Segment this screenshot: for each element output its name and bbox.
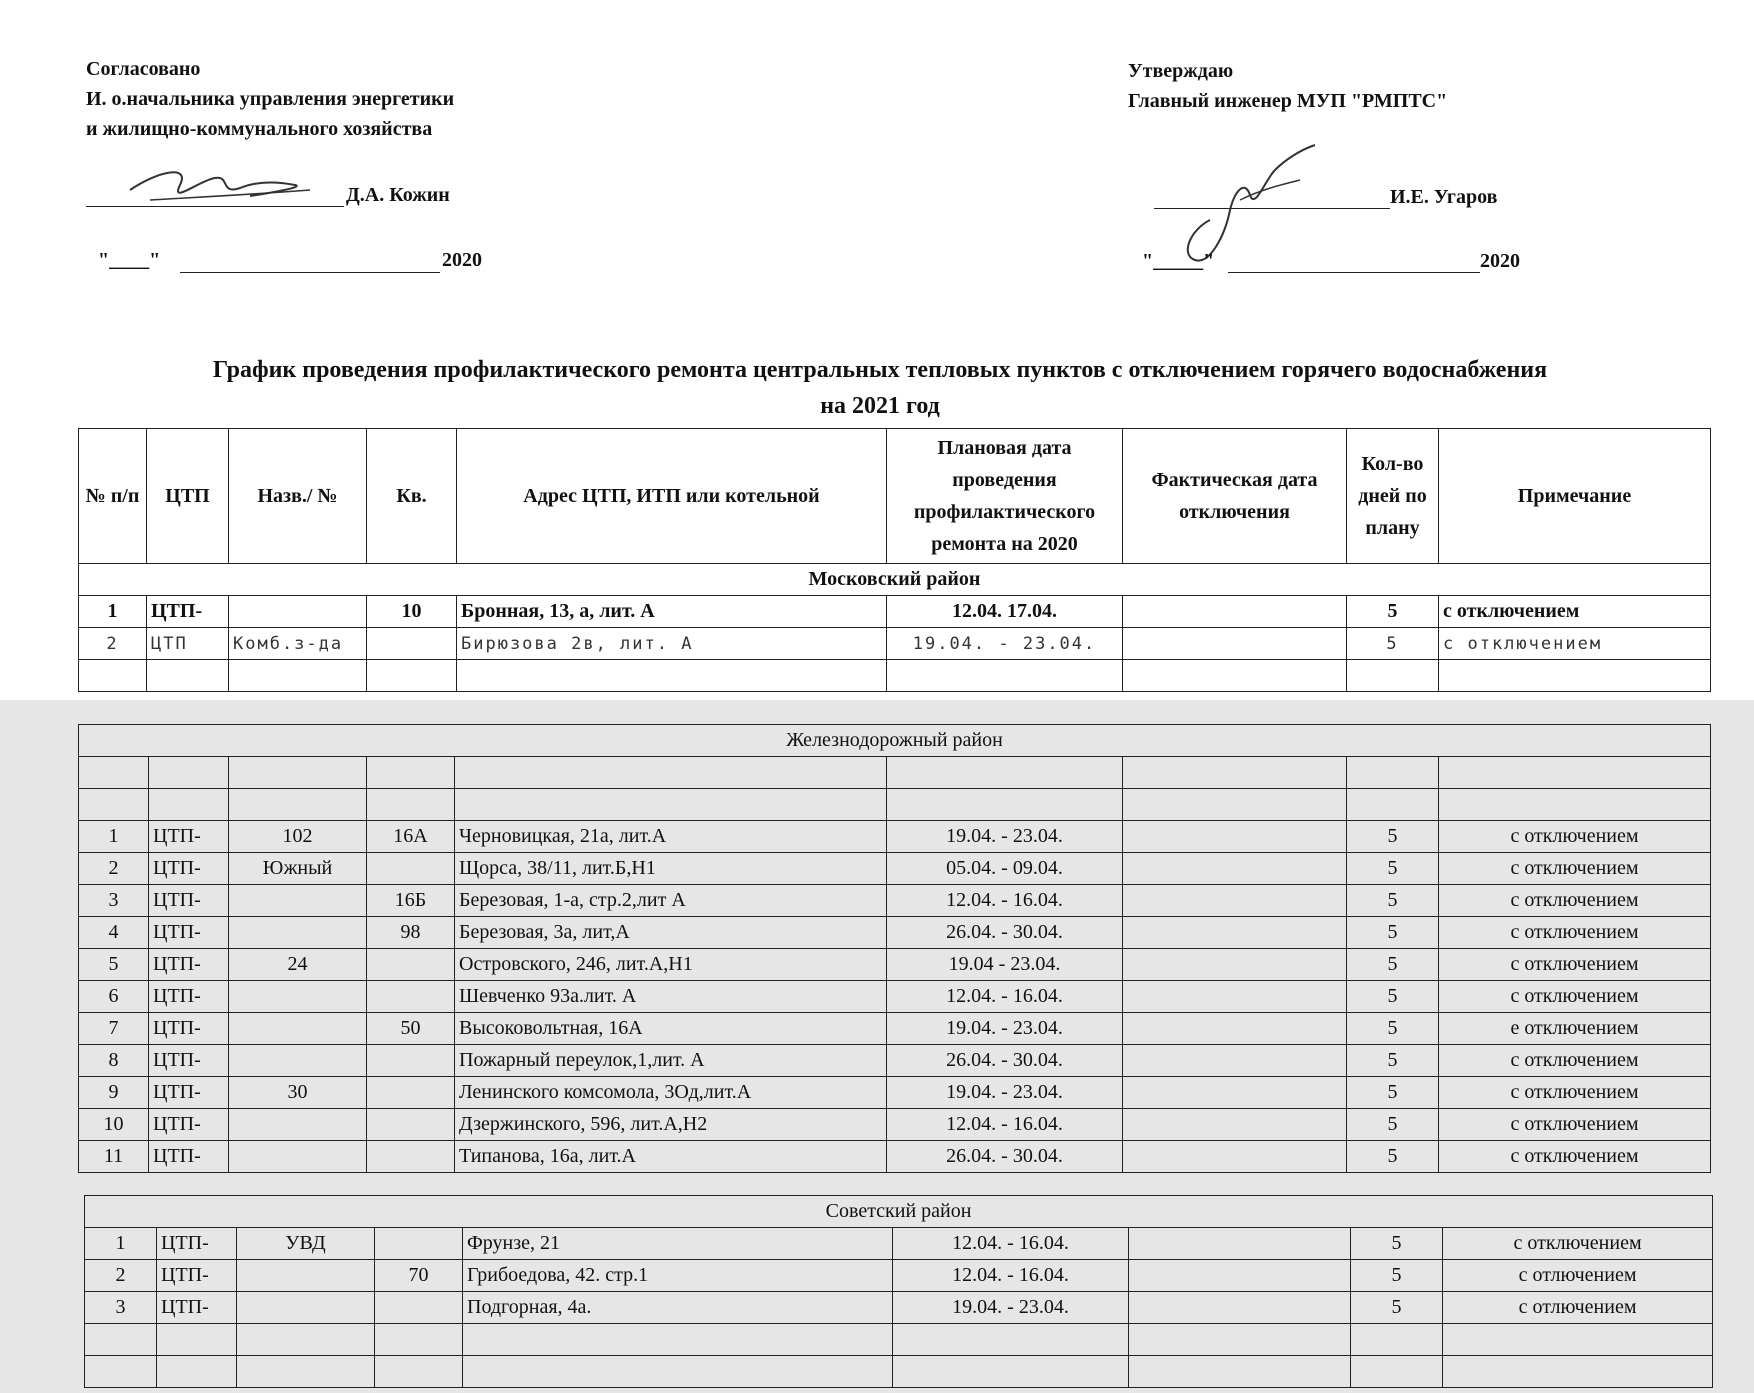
cell-num: 3 (85, 1292, 157, 1324)
cell-ctp: ЦТП- (149, 1077, 229, 1109)
cell-name (229, 1013, 367, 1045)
cell-name (229, 596, 367, 628)
cell-kv (367, 853, 455, 885)
cell-days: 5 (1351, 1228, 1443, 1260)
cell-kv (367, 1141, 455, 1173)
cell-kv: 16Б (367, 885, 455, 917)
cell-kv: 98 (367, 917, 455, 949)
cell-days: 5 (1347, 949, 1439, 981)
cell-kv (367, 949, 455, 981)
cell-actual (1123, 949, 1347, 981)
left-date-year: 2020 (442, 249, 482, 271)
cell-actual (1129, 1228, 1351, 1260)
cell-num: 8 (79, 1045, 149, 1077)
cell-address: Островского, 246, лит.А,Н1 (455, 949, 887, 981)
cell-num: 7 (79, 1013, 149, 1045)
cell-ctp: ЦТП- (149, 1109, 229, 1141)
cell-name (229, 1141, 367, 1173)
cell-actual (1123, 981, 1347, 1013)
cell-address: Ленинского комсомола, 3Од,лит.А (455, 1077, 887, 1109)
cell-address: Бронная, 13, а, лит. А (457, 596, 887, 628)
cell-ctp: ЦТП- (149, 917, 229, 949)
cell-kv: 50 (367, 1013, 455, 1045)
cell-kv (367, 1109, 455, 1141)
cell-name: УВД (237, 1228, 375, 1260)
cell-planned: 19.04. - 23.04. (887, 1013, 1123, 1045)
cell-note: с отключением (1439, 981, 1711, 1013)
cell-actual (1129, 1260, 1351, 1292)
agreed-position-line1: И. о.начальника управления энергетики (86, 88, 455, 110)
cell-note: с отключением (1439, 853, 1711, 885)
table-row-empty (85, 1324, 1713, 1356)
cell-actual (1123, 596, 1347, 628)
cell-name (237, 1292, 375, 1324)
cell-note: с отключением (1439, 596, 1711, 628)
cell-days: 5 (1347, 885, 1439, 917)
cell-note: с отключением (1439, 1141, 1711, 1173)
cell-name (229, 917, 367, 949)
cell-address: Типанова, 16а, лит.А (455, 1141, 887, 1173)
right-signer-name: И.Е. Угаров (1390, 186, 1498, 208)
cell-num: 1 (79, 821, 149, 853)
cell-actual (1129, 1292, 1351, 1324)
cell-address: Бирюзова 2в, лит. А (457, 628, 887, 660)
cell-kv: 10 (367, 596, 457, 628)
cell-planned: 12.04. - 16.04. (887, 1109, 1123, 1141)
cell-days: 5 (1347, 596, 1439, 628)
cell-actual (1123, 1141, 1347, 1173)
cell-planned: 19.04. - 23.04. (887, 821, 1123, 853)
cell-days: 5 (1347, 1141, 1439, 1173)
cell-days: 5 (1347, 981, 1439, 1013)
cell-planned: 19.04. - 23.04. (893, 1292, 1129, 1324)
zheleznodorozhny-table (78, 724, 1711, 821)
cell-kv: 16А (367, 821, 455, 853)
table-row (79, 1013, 1711, 1045)
cell-kv (375, 1228, 463, 1260)
cell-ctp: ЦТП- (149, 949, 229, 981)
district-row (85, 1196, 1713, 1228)
right-date-line (1228, 272, 1480, 273)
cell-num: 3 (79, 885, 149, 917)
cell-planned: 12.04. - 16.04. (887, 981, 1123, 1013)
cell-ctp: ЦТП- (157, 1260, 237, 1292)
cell-days: 5 (1347, 917, 1439, 949)
cell-days: 5 (1347, 853, 1439, 885)
district-sovetsky: Советский район (85, 1196, 1713, 1228)
cell-name (237, 1260, 375, 1292)
cell-address: Шевченко 93а.лит. А (455, 981, 887, 1013)
cell-num: 2 (79, 628, 147, 660)
cell-name (229, 981, 367, 1013)
cell-num: 2 (85, 1260, 157, 1292)
district-row (79, 564, 1711, 596)
cell-num: 5 (79, 949, 149, 981)
cell-address: Березовая, 1-а, стр.2,лит А (455, 885, 887, 917)
cell-actual (1123, 821, 1347, 853)
cell-ctp: ЦТП- (149, 885, 229, 917)
cell-actual (1123, 885, 1347, 917)
cell-note: с отключением (1443, 1228, 1713, 1260)
page-title (60, 352, 1700, 424)
table-row (79, 949, 1711, 981)
cell-num: 4 (79, 917, 149, 949)
cell-address: Черновицкая, 21а, лит.А (455, 821, 887, 853)
cell-kv (367, 981, 455, 1013)
cell-planned: 12.04. - 16.04. (893, 1260, 1129, 1292)
agreed-position-line2: и жилищно-коммунального хозяйства (86, 118, 433, 140)
header-kv: Кв. (367, 429, 457, 564)
table-row (85, 1260, 1713, 1292)
cell-days: 5 (1351, 1292, 1443, 1324)
header-actual: Фактическая дата отключения (1123, 429, 1347, 564)
header-address: Адрес ЦТП, ИТП или котельной (457, 429, 887, 564)
cell-kv (367, 1045, 455, 1077)
cell-days: 5 (1347, 821, 1439, 853)
header-ctp: ЦТП (147, 429, 229, 564)
cell-planned: 19.04. - 23.04. (887, 1077, 1123, 1109)
right-date-day: "_____" (1142, 250, 1215, 272)
cell-kv (375, 1292, 463, 1324)
cell-note: с отлючением (1443, 1260, 1713, 1292)
left-date-line (180, 272, 440, 273)
cell-note: с отключением (1439, 1045, 1711, 1077)
district-moskovsky: Московский район (79, 564, 1711, 596)
cell-actual (1123, 917, 1347, 949)
table-row (79, 917, 1711, 949)
header-days: Кол-во дней по плану (1347, 429, 1439, 564)
cell-planned: 26.04. - 30.04. (887, 917, 1123, 949)
cell-actual (1123, 853, 1347, 885)
table-row-empty (79, 757, 1711, 789)
cell-address: Дзержинского, 596, лит.А,Н2 (455, 1109, 887, 1141)
cell-days: 5 (1347, 1045, 1439, 1077)
table-row (79, 853, 1711, 885)
cell-ctp: ЦТП- (149, 981, 229, 1013)
cell-name: 30 (229, 1077, 367, 1109)
cell-kv: 70 (375, 1260, 463, 1292)
cell-days: 5 (1351, 1260, 1443, 1292)
cell-actual (1123, 628, 1347, 660)
cell-ctp: ЦТП- (157, 1292, 237, 1324)
right-date-year: 2020 (1480, 250, 1520, 272)
table-row-empty (79, 660, 1711, 692)
cell-planned: 19.04. - 23.04. (887, 628, 1123, 660)
agreed-label: Согласовано (86, 58, 201, 80)
cell-address: Пожарный переулок,1,лит. А (455, 1045, 887, 1077)
cell-note: с отключением (1439, 821, 1711, 853)
left-date-day: "____" (98, 249, 161, 271)
title-line2: на 2021 год (820, 393, 940, 419)
cell-num: 1 (79, 596, 147, 628)
cell-days: 5 (1347, 1077, 1439, 1109)
approval-left (86, 54, 454, 144)
table-row (79, 1045, 1711, 1077)
header-num: № п/п (79, 429, 147, 564)
cell-num: 1 (85, 1228, 157, 1260)
cell-name: 102 (229, 821, 367, 853)
cell-days: 5 (1347, 1013, 1439, 1045)
header-planned: Плановая дата проведения профилактического ремонта на 2020 (887, 429, 1123, 564)
table-row (79, 885, 1711, 917)
table-row (79, 628, 1711, 660)
cell-address: Грибоедова, 42. стр.1 (463, 1260, 893, 1292)
moskovsky-table (78, 428, 1711, 692)
header-note: Примечание (1439, 429, 1711, 564)
cell-note: с отлючением (1443, 1292, 1713, 1324)
cell-ctp: ЦТП- (149, 1141, 229, 1173)
zheleznodorozhny-rows (78, 820, 1711, 1173)
cell-days: 5 (1347, 628, 1439, 660)
table-row (79, 1077, 1711, 1109)
cell-planned: 26.04. - 30.04. (887, 1141, 1123, 1173)
table-row-empty (85, 1356, 1713, 1388)
cell-ctp: ЦТП- (147, 596, 229, 628)
left-signature-image (120, 160, 320, 210)
cell-planned: 19.04 - 23.04. (887, 949, 1123, 981)
table-row (79, 1141, 1711, 1173)
cell-planned: 12.04. 17.04. (887, 596, 1123, 628)
cell-planned: 26.04. - 30.04. (887, 1045, 1123, 1077)
cell-num: 11 (79, 1141, 149, 1173)
cell-note: с отключением (1439, 949, 1711, 981)
cell-num: 9 (79, 1077, 149, 1109)
approve-label: Утверждаю (1128, 60, 1234, 82)
cell-planned: 12.04. - 16.04. (887, 885, 1123, 917)
cell-kv (367, 1077, 455, 1109)
cell-address: Подгорная, 4а. (463, 1292, 893, 1324)
cell-name (229, 1109, 367, 1141)
cell-actual (1123, 1077, 1347, 1109)
cell-num: 6 (79, 981, 149, 1013)
table-row (85, 1292, 1713, 1324)
cell-actual (1123, 1109, 1347, 1141)
approval-right (1128, 56, 1447, 116)
table-header-row (79, 429, 1711, 564)
cell-note: е отключением (1439, 1013, 1711, 1045)
table-row (79, 821, 1711, 853)
cell-ctp: ЦТП- (149, 821, 229, 853)
cell-ctp: ЦТП (147, 628, 229, 660)
cell-planned: 05.04. - 09.04. (887, 853, 1123, 885)
table-row (79, 981, 1711, 1013)
cell-actual (1123, 1045, 1347, 1077)
cell-address: Березовая, 3а, лит,А (455, 917, 887, 949)
table-row (79, 596, 1711, 628)
cell-note: с отключением (1439, 628, 1711, 660)
cell-kv (367, 628, 457, 660)
cell-name: Комб.з-да (229, 628, 367, 660)
cell-planned: 12.04. - 16.04. (893, 1228, 1129, 1260)
district-row (79, 725, 1711, 757)
cell-address: Высоковольтная, 16А (455, 1013, 887, 1045)
cell-name: Южный (229, 853, 367, 885)
cell-note: с отключением (1439, 885, 1711, 917)
cell-name (229, 1045, 367, 1077)
approve-position: Главный инженер МУП "РМПТС" (1128, 90, 1448, 112)
cell-ctp: ЦТП- (149, 1013, 229, 1045)
cell-note: с отключением (1439, 1077, 1711, 1109)
cell-ctp: ЦТП- (149, 1045, 229, 1077)
sovetsky-table (84, 1195, 1713, 1388)
cell-name: 24 (229, 949, 367, 981)
cell-note: с отключением (1439, 1109, 1711, 1141)
district-zheleznodorozhny: Железнодорожный район (79, 725, 1711, 757)
title-line1: График проведения профилактического ремонта центральных тепловых пунктов с отключением горячего водоснабжения (212, 357, 1548, 383)
cell-num: 10 (79, 1109, 149, 1141)
cell-note: с отключением (1439, 917, 1711, 949)
left-signer-name: Д.А. Кожин (346, 184, 450, 206)
cell-ctp: ЦТП- (149, 853, 229, 885)
cell-address: Фрунзе, 21 (463, 1228, 893, 1260)
cell-address: Щорса, 38/11, лит.Б,Н1 (455, 853, 887, 885)
header-name: Назв./ № (229, 429, 367, 564)
cell-ctp: ЦТП- (157, 1228, 237, 1260)
table-row (85, 1228, 1713, 1260)
table-row-empty (79, 789, 1711, 821)
cell-name (229, 885, 367, 917)
cell-days: 5 (1347, 1109, 1439, 1141)
cell-num: 2 (79, 853, 149, 885)
cell-actual (1123, 1013, 1347, 1045)
table-row (79, 1109, 1711, 1141)
